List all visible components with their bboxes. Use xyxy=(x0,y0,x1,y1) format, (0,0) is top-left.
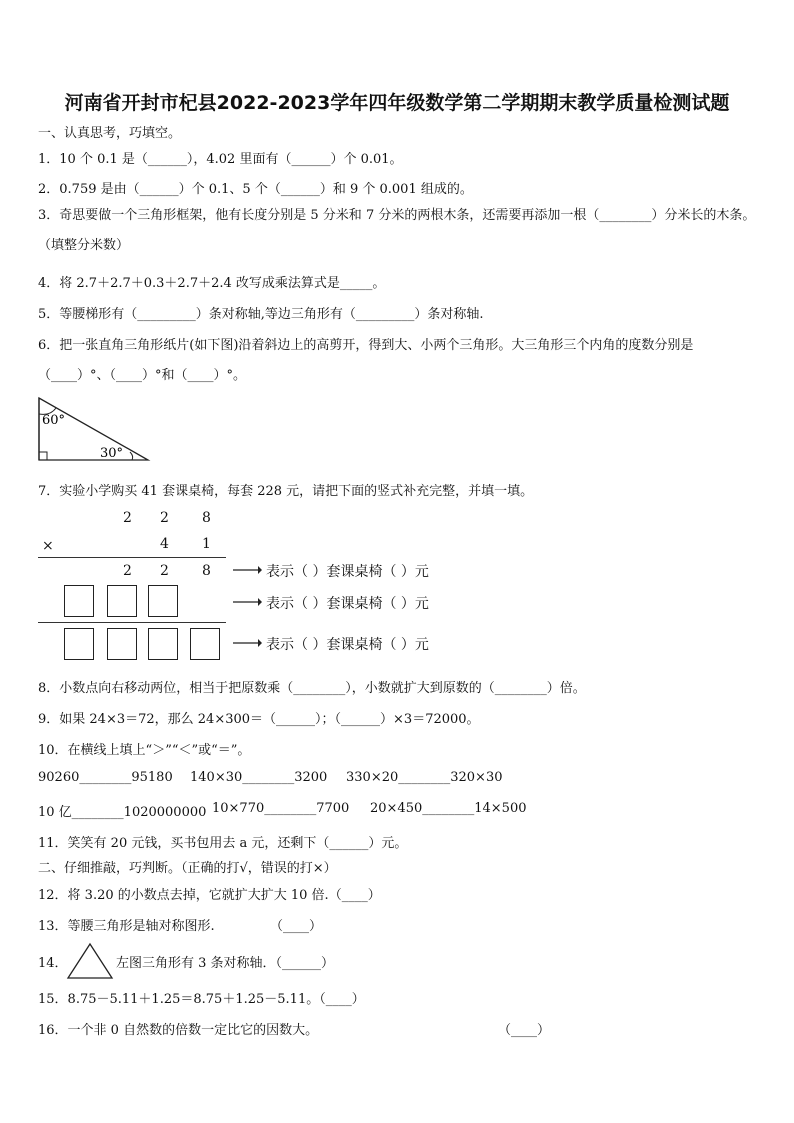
question-13: 13．等腰三角形是轴对称图形. xyxy=(38,919,215,934)
calc-rule-2 xyxy=(38,622,226,623)
question-2: 2．0.759 是由（______）个 0.1、5 个（______）和 9 个 0.001 组成的。 xyxy=(38,182,473,197)
compare-item: 10×770________7700 xyxy=(212,801,350,816)
answer-box[interactable] xyxy=(148,628,178,660)
partial-product-digit: 8 xyxy=(202,563,211,579)
page-title: 河南省开封市杞县2022-2023学年四年级数学第二学期期末教学质量检测试题 xyxy=(64,92,730,114)
compare-item: 330×20________320×30 xyxy=(346,770,503,785)
section-2-heading: 二、仔细推敲，巧判断。（正确的打√，错误的打×） xyxy=(38,861,337,876)
question-12: 12．将 3.20 的小数点去掉，它就扩大扩大 10 倍.（____） xyxy=(38,888,381,903)
multiplicand-digit: 2 xyxy=(160,510,169,526)
arrow-icon xyxy=(232,563,262,577)
question-1: 1．10 个 0.1 是（______），4.02 里面有（______）个 0.01。 xyxy=(38,152,403,167)
question-15: 15．8.75－5.11＋1.25＝8.75＋1.25－5.11。（____） xyxy=(38,992,365,1007)
partial-product-digit: 2 xyxy=(123,563,132,579)
calc-note: 表示（ ）套课桌椅（ ）元 xyxy=(266,637,429,653)
answer-box[interactable] xyxy=(190,628,220,660)
calc-note: 表示（ ）套课桌椅（ ）元 xyxy=(266,564,429,580)
answer-box[interactable] xyxy=(148,585,178,617)
multiplier-digit: 4 xyxy=(160,536,169,552)
multiplicand-digit: 2 xyxy=(123,510,132,526)
question-13-blank: （____） xyxy=(270,919,323,934)
question-6-line-2: （____）°、（____）°和（____）°。 xyxy=(38,368,247,383)
calc-note: 表示（ ）套课桌椅（ ）元 xyxy=(266,596,429,612)
answer-box[interactable] xyxy=(64,585,94,617)
question-6-line-1: 6．把一张直角三角形纸片(如下图)沿着斜边上的高剪开，得到大、小两个三角形。大三角形三个内角的度数分别是 xyxy=(38,338,694,353)
question-16: 16．一个非 0 自然数的倍数一定比它的因数大。 xyxy=(38,1023,319,1038)
question-4: 4．将 2.7＋2.7＋0.3＋2.7＋2.4 改写成乘法算式是_____。 xyxy=(38,276,386,291)
triangle-icon xyxy=(66,942,114,980)
compare-item: 140×30________3200 xyxy=(190,770,328,785)
question-8: 8．小数点向右移动两位，相当于把原数乘（________），小数就扩大到原数的（________）倍。 xyxy=(38,681,586,696)
compare-item: 10 亿________1020000000 xyxy=(38,805,207,820)
answer-box[interactable] xyxy=(107,628,137,660)
angle-label-30: 30° xyxy=(100,446,124,461)
arrow-icon xyxy=(232,595,262,609)
section-1-heading: 一、认真思考，巧填空。 xyxy=(38,126,182,141)
angle-label-60: 60° xyxy=(42,413,66,428)
multiplier-digit: 1 xyxy=(202,536,211,552)
answer-box[interactable] xyxy=(64,628,94,660)
question-14-number: 14． xyxy=(38,956,68,971)
question-5: 5．等腰梯形有（_________）条对称轴,等边三角形有（_________）条对称轴. xyxy=(38,307,484,322)
answer-box[interactable] xyxy=(107,585,137,617)
compare-item: 20×450________14×500 xyxy=(370,801,527,816)
question-14: 左图三角形有 3 条对称轴．（______） xyxy=(116,956,335,971)
question-9: 9．如果 24×3＝72，那么 24×300＝（______）；（______）×3＝72000。 xyxy=(38,712,480,727)
angle-arc-30 xyxy=(130,452,133,460)
calc-rule-1 xyxy=(38,557,226,558)
question-3: 3．奇思要做一个三角形框架，他有长度分别是 5 分米和 7 分米的两根木条，还需要再添加一根（________）分米长的木条。（填整分米数） xyxy=(38,208,756,253)
question-10: 10．在横线上填上“＞”“＜”或“＝”。 xyxy=(38,743,251,758)
question-16-blank: （____） xyxy=(498,1023,551,1038)
arrow-icon xyxy=(232,636,262,650)
partial-product-digit: 2 xyxy=(160,563,169,579)
question-7: 7．实验小学购买 41 套课桌椅，每套 228 元，请把下面的竖式补充完整，并填一填。 xyxy=(38,484,534,499)
question-11: 11．笑笑有 20 元钱，买书包用去 a 元，还剩下（______）元。 xyxy=(38,836,408,851)
multiplicand-digit: 8 xyxy=(202,510,211,526)
triangle-outline xyxy=(39,398,148,460)
right-angle-mark xyxy=(39,452,47,460)
multiply-sign: × xyxy=(42,538,54,554)
compare-item: 90260________95180 xyxy=(38,770,173,785)
right-triangle-figure xyxy=(34,394,154,466)
